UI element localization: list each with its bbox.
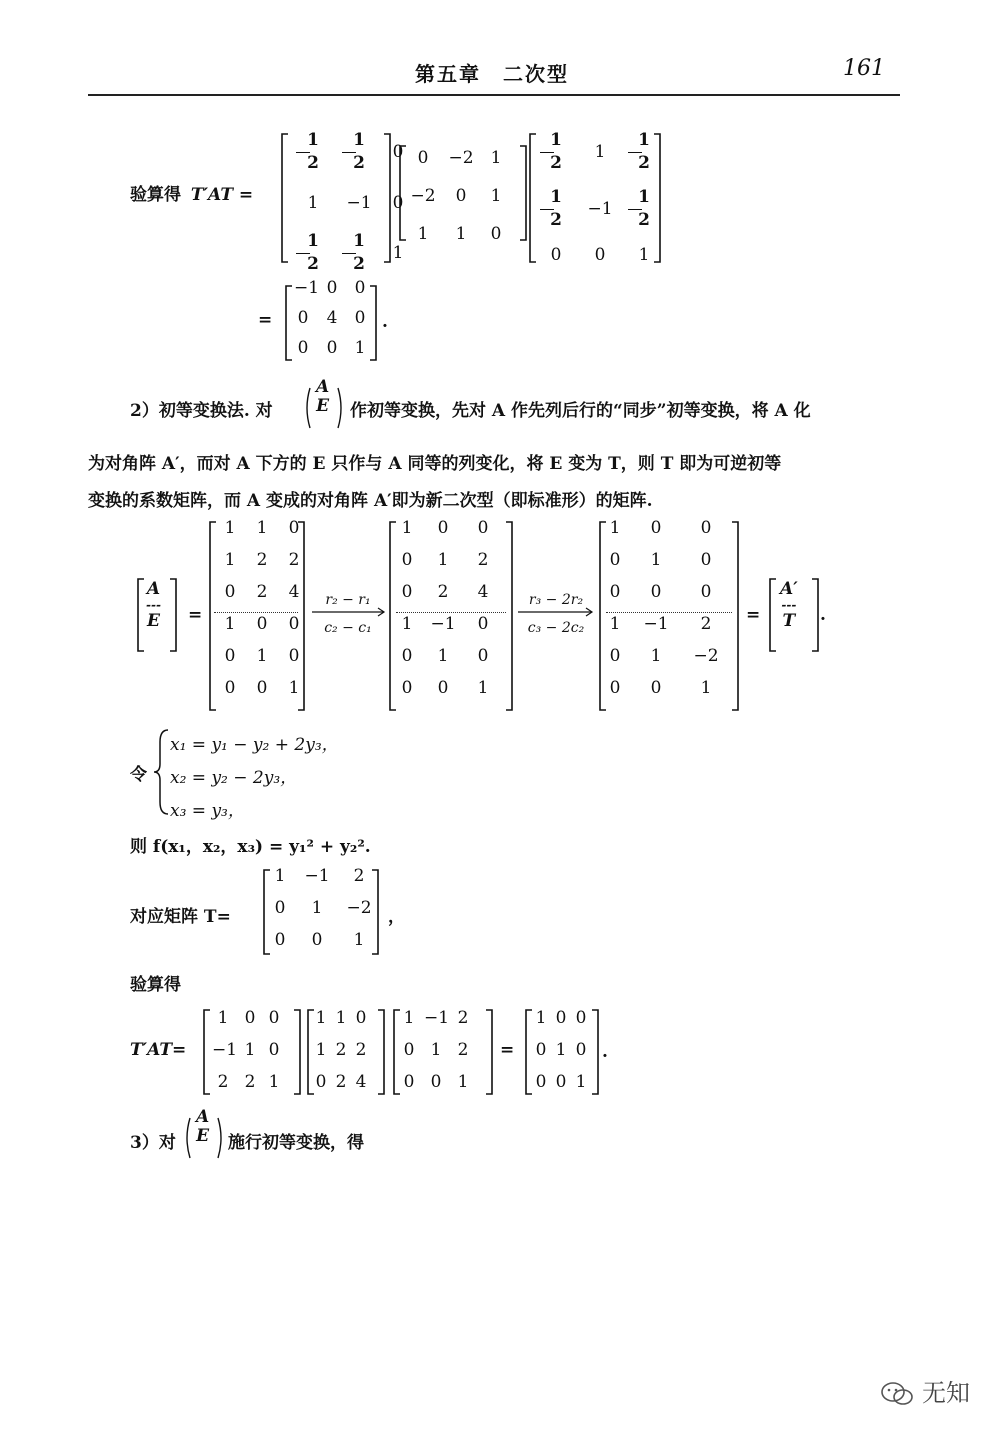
chapter-title: 第五章 二次型 <box>415 62 569 86</box>
substitution-line1: x₁ = y₁ − y₂ + 2y₃， <box>170 735 339 755</box>
method2-line1: 作初等变换，先对 A 作先列后行的“同步”初等变换，将 A 化 <box>350 401 811 421</box>
verify1-label: 验算得 T′AT = <box>130 185 254 205</box>
method3-lead: 3）对 <box>130 1133 176 1153</box>
transform-matrix3: 1 0 0 0 1 0 0 0 0 1 −1 2 0 1 −2 0 0 1 <box>609 518 719 698</box>
substitution-lead: 令 <box>130 765 147 785</box>
watermark: 无知 <box>880 1373 970 1408</box>
verify1-matrix2: 0 −2 1 −2 0 1 1 1 0 <box>410 148 502 244</box>
substitution-line2: x₂ = y₂ − 2y₃， <box>170 768 298 788</box>
arrow1-top: r₂ − r₁ <box>325 592 371 608</box>
transform-matrix1: 1 1 0 1 2 2 0 2 4 1 0 0 0 1 0 0 0 1 <box>224 518 300 698</box>
verify2-period: . <box>602 1042 608 1062</box>
transform-lhs: A --- E <box>146 579 161 631</box>
verify1-eq: = <box>258 310 273 330</box>
verify2-eq: = <box>500 1040 515 1060</box>
method2-line3: 变换的系数矩阵，而 A 变成的对角阵 A′即为新二次型（即标准形）的矩阵. <box>88 491 653 511</box>
verify1-matrix1: $\frac{1}{2}$ $\frac{1}{2}$ 0 1 −1 0 $\frac{1}{2}$ $\frac{1}{2}$ 1 <box>296 132 408 273</box>
substitution-line3: x₃ = y₃， <box>170 801 245 821</box>
verify1-result: −1 0 0 0 4 0 0 0 1 <box>294 278 366 358</box>
header-rule <box>88 94 900 96</box>
verify2-result: 1 0 0 0 1 0 0 0 1 <box>535 1008 587 1092</box>
verify2-matrix3: 1 −1 2 0 1 2 0 0 1 <box>403 1008 469 1092</box>
matrix-t-label: 对应矩阵 T= <box>130 907 231 927</box>
verify2-label: 验算得 <box>130 975 181 995</box>
verify2-matrix1: 1 0 0 −1 1 0 2 2 1 <box>212 1008 280 1092</box>
verify2-matrix2: 1 1 0 1 2 2 0 2 4 <box>315 1008 367 1092</box>
substitution-brace <box>152 726 172 818</box>
verify1-matrix3: $\frac{1}{2}$ 1 $\frac{1}{2}$ $\frac{1}{2}$ −1 $\frac{1}{2}$ 0 0 1 <box>540 132 660 265</box>
arrow1-bottom: c₂ − c₁ <box>324 620 372 636</box>
arrow2-top: r₃ − 2r₂ <box>528 592 584 608</box>
page-number: 161 <box>843 56 885 81</box>
method2-stack: A E <box>316 377 330 416</box>
verify1-period: . <box>382 312 388 332</box>
verify2-expr: T′AT= <box>130 1040 187 1060</box>
transform-rhs: A′ --- T <box>780 579 798 631</box>
transform-matrix2: 1 0 0 0 1 2 0 2 4 1 −1 0 0 1 0 0 0 1 <box>401 518 489 698</box>
matrix-t: 1 −1 2 0 1 −2 0 0 1 <box>274 866 372 950</box>
wechat-icon <box>880 1381 914 1407</box>
result-line: 则 f(x₁，x₂，x₃) = y₁² + y₂². <box>130 837 371 857</box>
arrow2-bottom: c₃ − 2c₂ <box>527 620 585 636</box>
transform-eq2: = <box>746 605 761 625</box>
matrix-t-comma: ， <box>388 907 405 927</box>
transform-period: . <box>820 605 826 625</box>
method2-lead: 2）初等变换法. 对 <box>130 401 273 421</box>
transform-eq: = <box>188 605 203 625</box>
method2-line2: 为对角阵 A′，而对 A 下方的 E 只作与 A 同等的列变化，将 E 变为 T，则 T 即为可逆初等 <box>88 454 782 474</box>
method3-rest: 施行初等变换，得 <box>228 1133 364 1153</box>
method3-stack: A E <box>196 1107 210 1146</box>
